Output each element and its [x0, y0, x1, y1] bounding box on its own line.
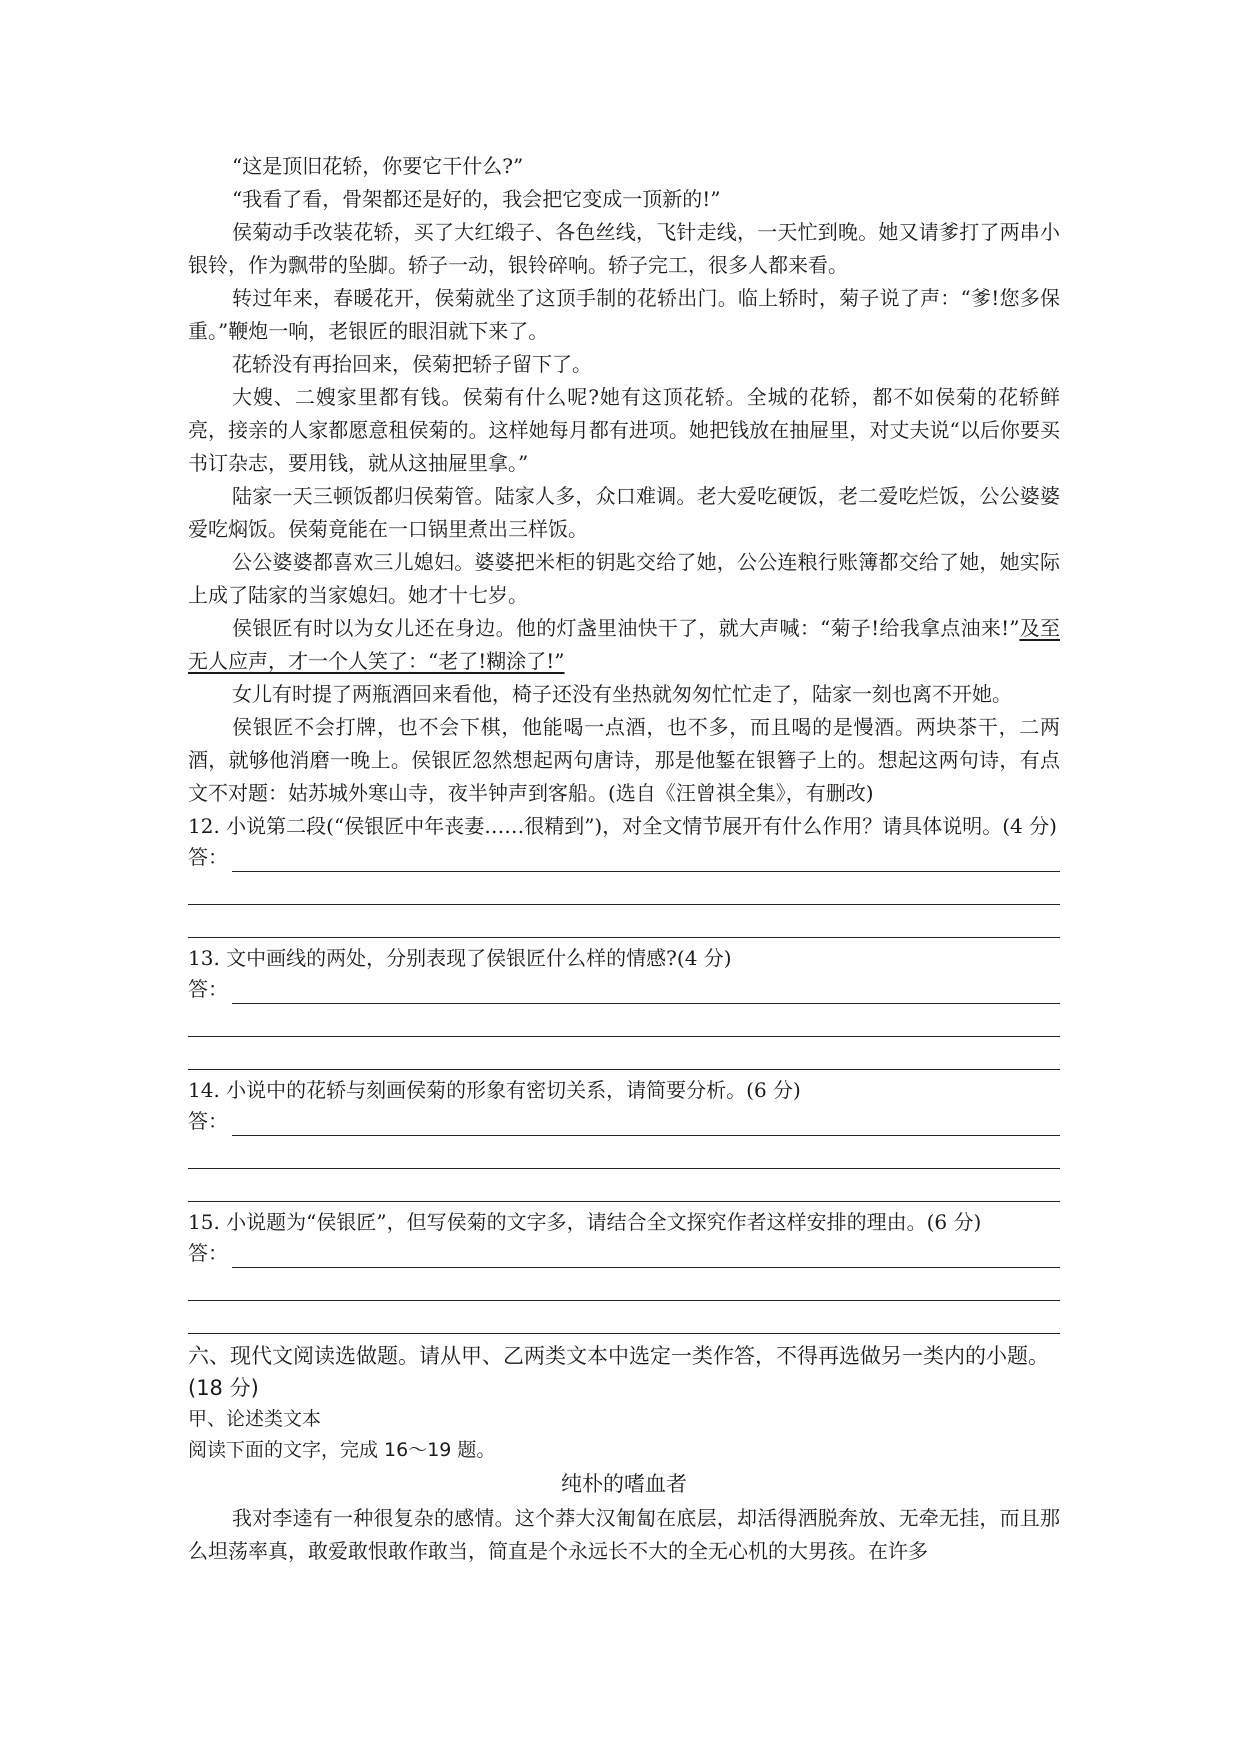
- underlined-phrase: 及至无人应声，才一个人笑了：“老了!糊涂了!”: [188, 616, 1060, 673]
- answer-line[interactable]: [232, 1113, 1060, 1136]
- answer-line[interactable]: [188, 1037, 1060, 1070]
- story-paragraph: 花轿没有再抬回来，侯菊把轿子留下了。: [232, 352, 592, 376]
- answer-label: 答：: [188, 1109, 228, 1133]
- answer-line[interactable]: [188, 905, 1060, 938]
- answer-line[interactable]: [188, 1169, 1060, 1202]
- document-page: [188, 150, 1060, 1568]
- answer-line[interactable]: [188, 1268, 1060, 1301]
- story-paragraph: 公公婆婆都喜欢三儿媳妇。婆婆把米柜的钥匙交给了她，公公连粮行账簿都交给了她，她实际上成了陆家的当家媳妇。她才十七岁。: [188, 550, 1060, 607]
- question-text: 14. 小说中的花轿与刻画侯菊的形象有密切关系，请简要分析。(6 分): [188, 1078, 801, 1102]
- answer-line[interactable]: [188, 1136, 1060, 1169]
- article-title: 纯朴的嗜血者: [561, 1472, 687, 1496]
- story-paragraph: 陆家一天三顿饭都归侯菊管。陆家人多，众口难调。老大爱吃硬饭，老二爱吃烂饭，公公婆婆爱吃焖饭。侯菊竟能在一口锅里煮出三样饭。: [188, 484, 1060, 541]
- question-block: [188, 1206, 1060, 1334]
- story-paragraph: 大嫂、二嫂家里都有钱。侯菊有什么呢?她有这顶花轿。全城的花轿，都不如侯菊的花轿鲜亮，接亲的人家都愿意租侯菊的。这样她每月都有进项。她把钱放在抽屉里，对丈夫说“以后你要买书订杂志，要用钱，就从这抽屉里拿。”: [188, 385, 1060, 475]
- answer-label: 答：: [188, 845, 228, 869]
- article-paragraph: 我对李逵有一种很复杂的感情。这个莽大汉匍匐在底层，却活得洒脱奔放、无牵无挂，而且那么坦荡率真，敢爱敢恨敢作敢当，简直是个永远长不大的全无心机的大男孩。在许多: [188, 1506, 1060, 1563]
- section-heading: 六、现代文阅读选做题。请从甲、乙两类文本中选定一类作答，不得再选做另一类内的小题。(18 分): [188, 1344, 1049, 1400]
- answer-row[interactable]: [188, 1238, 1060, 1268]
- story-paragraph: 女儿有时提了两瓶酒回来看他，椅子还没有坐热就匆匆忙忙走了，陆家一刻也离不开她。: [232, 682, 1012, 706]
- story-paragraph: 转过年来，春暖花开，侯菊就坐了这顶手制的花轿出门。临上轿时，菊子说了声：“爹!您多保重。”鞭炮一响，老银匠的眼泪就下来了。: [188, 286, 1060, 343]
- question-block: [188, 1074, 1060, 1202]
- story-paragraph: “我看了看，骨架都还是好的，我会把它变成一顶新的!”: [232, 187, 721, 211]
- question-text: 13. 文中画线的两处，分别表现了侯银匠什么样的情感?(4 分): [188, 946, 732, 970]
- answer-row[interactable]: [188, 974, 1060, 1004]
- section-instruction: 阅读下面的文字，完成 16～19 题。: [188, 1439, 496, 1461]
- story-paragraph: 侯菊动手改装花轿，买了大红缎子、各色丝线，飞针走线，一天忙到晚。她又请爹打了两串小银铃，作为飘带的坠脚。轿子一动，银铃碎响。轿子完工，很多人都来看。: [188, 220, 1060, 277]
- answer-label: 答：: [188, 1241, 228, 1265]
- answer-line[interactable]: [188, 1301, 1060, 1334]
- paragraph-text: 侯银匠有时以为女儿还在身边。他的灯盏里油快干了，就大声喊：“菊子!给我拿点油来!”: [232, 616, 1020, 640]
- question-text: 12. 小说第二段(“侯银匠中年丧妻……很精到”)，对全文情节展开有什么作用？请具体说明。(4 分): [188, 814, 1057, 838]
- answer-label: 答：: [188, 977, 228, 1001]
- question-block: [188, 810, 1060, 938]
- question-text: 15. 小说题为“侯银匠”，但写侯菊的文字多，请结合全文探究作者这样安排的理由。(6 分): [188, 1210, 982, 1234]
- answer-line[interactable]: [188, 1004, 1060, 1037]
- answer-line[interactable]: [188, 872, 1060, 905]
- section-subheading: 甲、论述类文本: [188, 1408, 322, 1430]
- question-block: [188, 942, 1060, 1070]
- answer-row[interactable]: [188, 1106, 1060, 1136]
- answer-row[interactable]: [188, 842, 1060, 872]
- story-paragraph: “这是顶旧花轿，你要它干什么?”: [232, 154, 524, 178]
- answer-line[interactable]: [232, 1245, 1060, 1268]
- answer-line[interactable]: [232, 981, 1060, 1004]
- story-paragraph-underlined: [188, 612, 1060, 678]
- story-paragraph: 侯银匠不会打牌，也不会下棋，他能喝一点酒，也不多，而且喝的是慢酒。两块茶干，二两酒，就够他消磨一晚上。侯银匠忽然想起两句唐诗，那是他錾在银簪子上的。想起这两句诗，有点文不对题：姑苏城外寒山寺，夜半钟声到客船。(选自《汪曾祺全集》，有删改): [188, 715, 1060, 805]
- answer-line[interactable]: [232, 849, 1060, 872]
